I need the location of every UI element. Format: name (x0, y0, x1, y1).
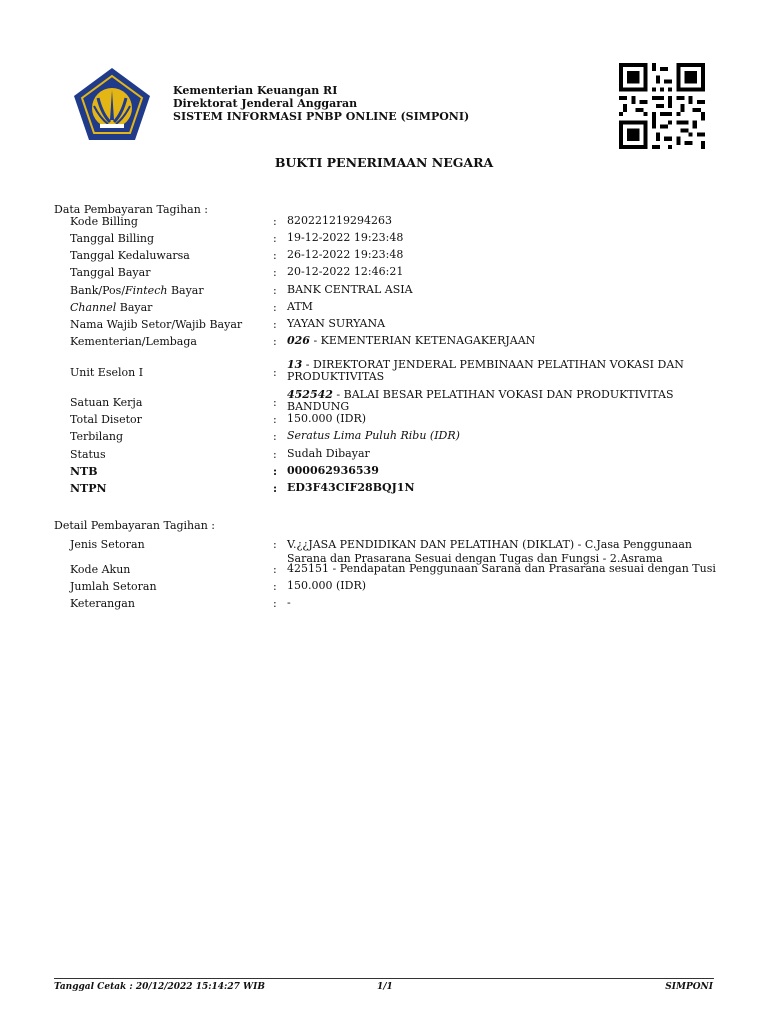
print-date: Tanggal Cetak : 20/12/2022 15:14:27 WIB (54, 982, 265, 992)
row-jenis-setoran (0, 538, 768, 564)
colon: : (273, 481, 278, 495)
payment-section-label: Data Pembayaran Tagihan : (54, 203, 208, 216)
header-line-2: Direktorat Jenderal Anggaran (173, 97, 358, 110)
field-value: ATM (287, 300, 313, 313)
colon: : (273, 464, 278, 478)
field-value (287, 389, 707, 413)
field-label: Jumlah Setoran (70, 579, 157, 593)
colon: : (273, 334, 277, 348)
field-value: - (287, 596, 291, 609)
field-label: Kode Billing (70, 214, 138, 228)
code-description: - BALAI BESAR PELATIHAN VOKASI DAN PRODUKTIVITAS BANDUNG (287, 388, 674, 413)
colon: : (273, 412, 277, 426)
row-satker (0, 389, 768, 415)
field-value: 000062936539 (287, 464, 379, 477)
field-value: 20-12-2022 12:46:21 (287, 265, 404, 278)
field-label: Jenis Setoran (70, 538, 145, 551)
field-value (287, 359, 707, 383)
field-label (70, 284, 270, 297)
field-label: Total Disetor (70, 412, 142, 426)
field-value: 19-12-2022 19:23:48 (287, 231, 404, 244)
field-label: Status (70, 447, 106, 461)
code-number: 13 (287, 358, 303, 371)
field-label: Nama Wajib Setor/Wajib Bayar (70, 317, 243, 331)
field-label: Satuan Kerja (70, 395, 143, 409)
field-value: V.¿¿JASA PENDIDIKAN DAN PELATIHAN (DIKLAT) - C.Jasa Penggunaan Sarana dan Prasarana Sesuai dengan Tugas dan Fungsi - 2.Asrama (287, 538, 692, 565)
field-value: 150.000 (IDR) (287, 579, 367, 592)
field-label: Unit Eselon I (70, 365, 144, 379)
field-value: Sudah Dibayar (287, 447, 370, 460)
document-title: BUKTI PENERIMAAN NEGARA (274, 155, 494, 170)
field-value: YAYAN SURYANA (287, 317, 386, 330)
header-line-3: SISTEM INFORMASI PNBP ONLINE (SIMPONI) (173, 110, 470, 123)
colon: : (273, 248, 277, 262)
field-label: Tanggal Bayar (70, 265, 151, 279)
field-label: Terbilang (70, 429, 124, 443)
row-eselon (0, 359, 768, 385)
ministry-logo-icon (72, 66, 152, 142)
colon: : (273, 214, 277, 228)
detail-section-label: Detail Pembayaran Tagihan : (54, 519, 215, 532)
qr-code-icon (619, 63, 705, 149)
colon: : (273, 562, 277, 576)
label-part: Bayar (116, 300, 153, 314)
colon: : (273, 429, 277, 443)
label-part: Bank/Pos/ (70, 283, 126, 297)
page-number: 1/1 (377, 982, 393, 992)
field-label: Keterangan (70, 596, 135, 610)
field-value: 26-12-2022 19:23:48 (287, 248, 404, 261)
colon: : (273, 231, 277, 245)
header-line-1: Kementerian Keuangan RI (173, 84, 338, 97)
code-number: 452542 (287, 388, 333, 401)
colon: : (273, 596, 277, 610)
colon: : (273, 265, 277, 279)
label-part-italic: Fintech (125, 283, 168, 297)
footer-divider (54, 978, 714, 979)
field-label (70, 301, 270, 314)
field-label: NTPN (70, 481, 107, 495)
field-value: BANK CENTRAL ASIA (287, 283, 413, 296)
field-label: Kode Akun (70, 562, 131, 576)
field-value: 425151 - Pendapatan Penggunaan Sarana dan Prasarana sesuai dengan Tusi (287, 562, 716, 575)
header-block (173, 84, 469, 123)
footer-app-name: SIMPONI (665, 982, 713, 992)
field-label: Tanggal Kedaluwarsa (70, 248, 190, 262)
field-value: 820221219294263 (287, 214, 392, 227)
code-description: - DIREKTORAT JENDERAL PEMBINAAN PELATIHAN VOKASI DAN PRODUKTIVITAS (287, 358, 684, 383)
field-value: Seratus Lima Puluh Ribu (IDR) (287, 429, 460, 442)
colon: : (273, 365, 277, 379)
colon: : (273, 579, 277, 593)
colon: : (273, 538, 277, 551)
field-value: 150.000 (IDR) (287, 412, 367, 425)
colon: : (273, 283, 277, 297)
colon: : (273, 317, 277, 331)
code-number: 026 (287, 334, 310, 347)
label-part: Bayar (167, 283, 204, 297)
label-part-italic: Channel (70, 300, 117, 314)
field-value: ED3F43CIF28BQJ1N (287, 481, 415, 494)
field-label: NTB (70, 464, 98, 478)
colon: : (273, 447, 277, 461)
field-value (287, 335, 707, 347)
code-description: - KEMENTERIAN KETENAGAKERJAAN (309, 334, 536, 347)
field-label: Tanggal Billing (70, 231, 155, 245)
field-label: Kementerian/Lembaga (70, 334, 197, 348)
colon: : (273, 395, 277, 409)
colon: : (273, 300, 277, 314)
